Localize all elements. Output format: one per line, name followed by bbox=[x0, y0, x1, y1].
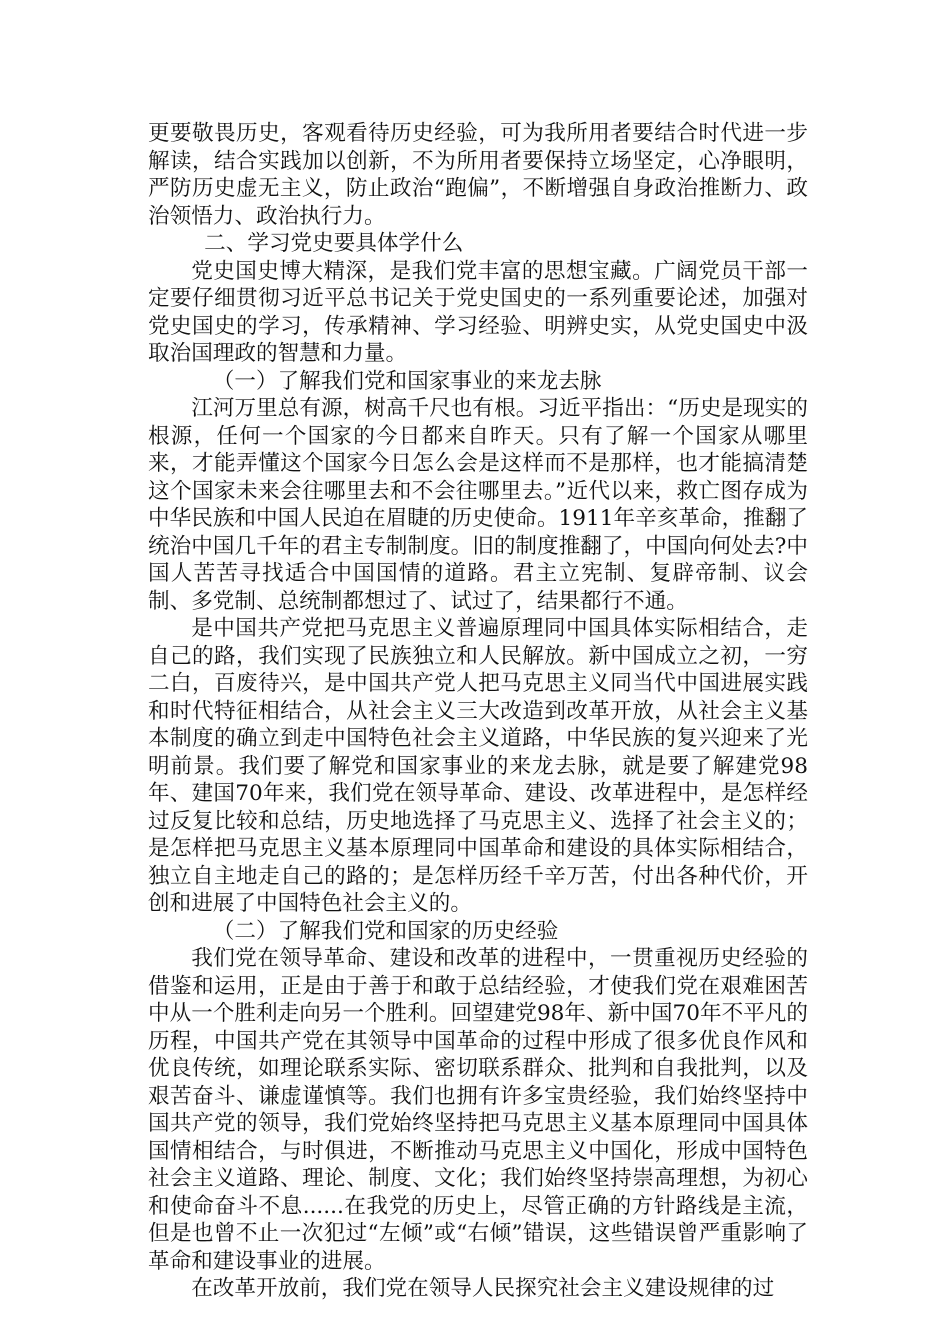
paragraph: 在改革开放前，我们党在领导人民探究社会主义建设规律的过 bbox=[191, 1276, 775, 1301]
subsection-heading: （一）了解我们党和国家事业的来龙去脉 bbox=[212, 368, 602, 394]
paragraph: 江河万里总有源，树高千尺也有根。习近平指出：“历史是现实的根源，任何一个国家的今日都来自昨天。只有了解一个国家从哪里来，才能弄懂这个国家今日怎么会是这样而不是那样，也才能搞清楚这个国家未来会往哪里去和不会往哪里去。”近代以来，救亡图存成为中华民族和中国人民迫在眉睫的历史使命。1911年辛亥革命，推翻了统治中国几千年的君主专制制度。旧的制度推翻了，中国向何处去?中国人苦苦寻找适合中国国情的道路。君主立宪制、复辟帝制、议会制、多党制、总统制都想过了、试过了，结果都行不通。 bbox=[148, 396, 808, 614]
paragraph-continued: 更要敬畏历史，客观看待历史经验，可为我所用者要结合时代进一步解读，结合实践加以创新，不为所用者要保持立场坚定，心净眼明，严防历史虚无主义，防止政治“跑偏”，不断增强自身政治推断力、政治领悟力、政治执行力。 bbox=[148, 121, 808, 229]
paragraph: 我们党在领导革命、建设和改革的进程中，一贯重视历史经验的借鉴和运用，正是由于善于和敢于总结经验，才使我们党在艰难困苦中从一个胜利走向另一个胜利。回望建党98年、新中国70年不平凡的历程，中国共产党在其领导中国革命的过程中形成了很多优良作风和优良传统，如理论联系实际、密切联系群众、批判和自我批判，以及艰苦奋斗、谦虚谨慎等。我们也拥有许多宝贵经验，我们始终坚持中国共产党的领导，我们党始终坚持把马克思主义基本原理同中国具体国情相结合，与时俱进，不断推动马克思主义中国化，形成中国特色社会主义道路、理论、制度、文化；我们始终坚持崇高理想，为初心和使命奋斗不息......在我党的历史上，尽管正确的方针路线是主流，但是也曾不止一次犯过“左倾”或“右倾”错误，这些错误曾严重影响了革命和建设事业的进展。 bbox=[148, 946, 808, 1274]
subsection-heading: （二）了解我们党和国家的历史经验 bbox=[212, 918, 559, 944]
paragraph: 是中国共产党把马克思主义普遍原理同中国具体实际相结合，走自己的路，我们实现了民族独立和人民解放。新中国成立之初，一穷二白，百废待兴，是中国共产党人把马克思主义同当代中国进展实践和时代特征相结合，从社会主义三大改造到改革开放，从社会主义基本制度的确立到走中国特色社会主义道路，中华民族的复兴迎来了光明前景。我们要了解党和国家事业的来龙去脉，就是要了解建党98年、建国70年来，我们党在领导革命、建设、改革进程中，是怎样经过反复比较和总结，历史地选择了马克思主义、选择了社会主义的；是怎样把马克思主义基本原理同中国革命和建设的具体实际相结合，独立自主地走自己的路的；是怎样历经千辛万苦，付出各种代价，开创和进展了中国特色社会主义的。 bbox=[148, 616, 808, 916]
paragraph: 党史国史博大精深，是我们党丰富的思想宝藏。广阔党员干部一定要仔细贯彻习近平总书记关于党史国史的一系列重要论述，加强对党史国史的学习，传承精神、学习经验、明辨史实，从党史国史中汲取治国理政的智慧和力量。 bbox=[148, 258, 808, 366]
section-heading: 二、学习党史要具体学什么 bbox=[204, 231, 464, 256]
document-page bbox=[148, 120, 808, 1303]
